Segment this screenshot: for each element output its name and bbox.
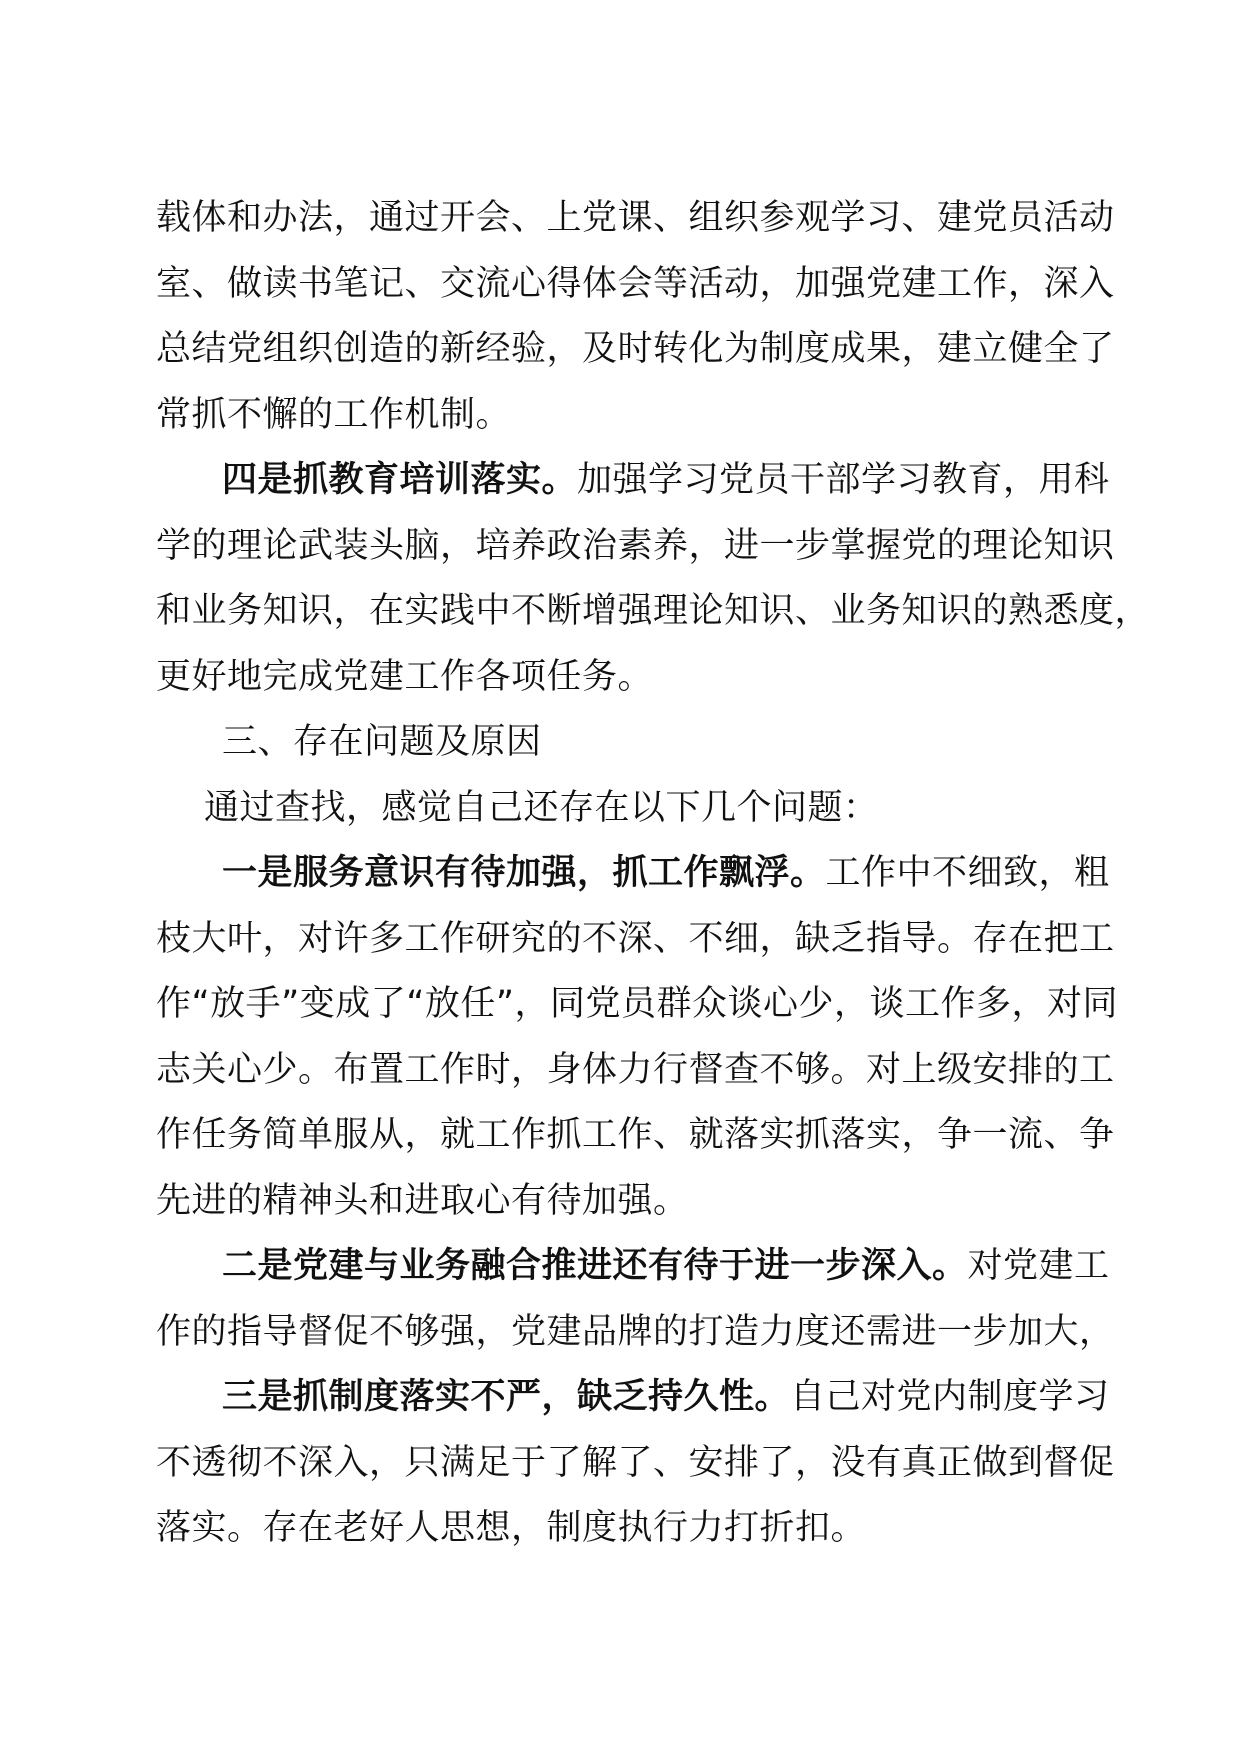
paragraph-line: 不透彻不深入，只满足于了解了、安排了，没有真正做到督促 [156,1442,1115,1483]
intro-line: 通过查找，感觉自己还存在以下几个问题： [204,787,879,828]
point-text: 工作中不细致，粗 [825,853,1110,893]
point-text: 对党建工 [967,1246,1110,1286]
section-heading: 三、存在问题及原因 [222,722,542,762]
paragraph-line: 学的理论武装头脑，培养政治素养，进一步掌握党的理论知识 [156,525,1115,566]
point-heading: 一是服务意识有待加强，抓工作飘浮。 [222,853,826,893]
paragraph-line: 枝大叶，对许多工作研究的不深、不细，缺乏指导。存在把工 [156,918,1115,959]
paragraph-line: 作的指导督促不够强，党建品牌的打造力度还需进一步加大， [156,1311,1115,1352]
paragraph-line: 先进的精神头和进取心有待加强。 [156,1180,689,1221]
point-heading: 四是抓教育培训落实。 [222,460,578,500]
point-text: 自己对党内制度学习 [790,1377,1110,1417]
paragraph-line-point-two [156,1234,1110,1300]
paragraph-line: 室、做读书笔记、交流心得体会等活动，加强党建工作，深入 [156,263,1115,304]
paragraph-line: 常抓不懈的工作机制。 [156,394,512,435]
point-heading: 二是党建与业务融合推进还有待于进一步深入。 [222,1246,968,1286]
paragraph-line: 总结党组织创造的新经验，及时转化为制度成果，建立健全了 [156,329,1115,369]
paragraph-line-point-four [156,448,1110,514]
paragraph-line: 落实。存在老好人思想，制度执行力打折扣。 [156,1508,867,1548]
point-heading: 三是抓制度落实不严，缺乏持久性。 [222,1377,791,1417]
paragraph-line: 作“放手”变成了“放任”，同党员群众谈心少，谈工作多，对同 [156,984,1119,1024]
paragraph-line-point-three [156,1365,1110,1431]
paragraph-line: 作任务简单服从，就工作抓工作、就落实抓落实，争一流、争 [156,1115,1115,1155]
paragraph-line: 载体和办法，通过开会、上党课、组织参观学习、建党员活动 [156,198,1115,238]
document-body [156,186,1151,1562]
paragraph-line: 更好地完成党建工作各项任务。 [156,656,654,697]
paragraph-line-point-one [156,841,1110,907]
point-text: 加强学习党员干部学习教育，用科 [577,460,1110,500]
paragraph-line: 志关心少。布置工作时，身体力行督查不够。对上级安排的工 [156,1049,1115,1090]
paragraph-line: 和业务知识，在实践中不断增强理论知识、业务知识的熟悉度， [156,591,1151,631]
